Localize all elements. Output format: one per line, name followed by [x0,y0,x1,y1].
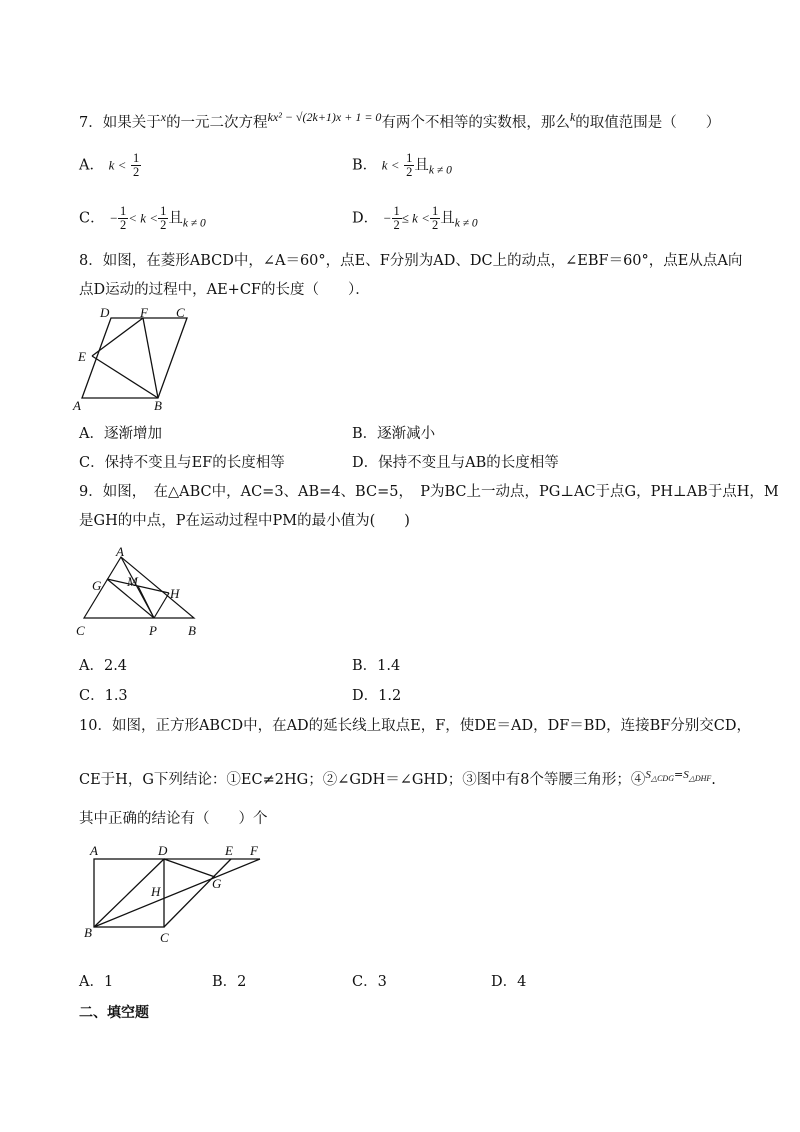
q8-option-a[interactable]: A．逐渐增加 [79,426,162,442]
label-b: B [188,623,196,638]
fraction: $\frac{1}{2}$ [133,151,140,179]
q7-equation: kx² − √(2k+1)x + 1 = 0 [267,110,382,124]
section-heading: 二、填空题 [79,1005,149,1021]
label-h: H [170,586,180,601]
fraction: $\frac{1}{2}$ [160,204,167,232]
q10-stem-line2: CE于H，G下列结论：①EC≠2HG；②∠GDH＝∠GHD；③图中有8个等腰三角形；④$^{S_{\triangle CDG}=S_{\triangle DHF}}$. [79,768,716,788]
label-d: D [158,843,168,858]
q10-option-a[interactable]: A．1 [79,974,114,990]
label-c: C [160,930,169,945]
label-f: F [140,305,148,320]
q10-option-b[interactable]: B．2 [212,974,247,990]
q8-stem-line1: 8．如图，在菱形ABCD中，∠A＝60°，点E、F分别为AD、DC上的动点，∠EBF＝60°，点E从点A向 [79,253,743,269]
label-e: E [78,349,86,364]
q7-stem: 7．如果关于$^x$的一元二次方程$^{kx^2 - √(2k+1)x + 1 = 0}$有两个不相等的实数根，那么$^k$的取值范围是（ ） [79,110,721,131]
label-g: G [92,578,102,593]
q9-stem-line2: 是GH的中点，P在运动过程中PM的最小值为( ) [79,513,410,529]
q8-rhombus-figure [70,303,220,413]
q8-stem-line2: 点D运动的过程中，AE+CF的长度（ ）． [79,282,370,298]
q10-option-d[interactable]: D．4 [491,974,527,990]
q10-option-c[interactable]: C．3 [352,974,387,990]
q10-formula: S△CDG=S△DHF [645,768,712,784]
label-m: M [127,574,138,589]
fraction: $\frac{1}{2}$ [406,151,413,179]
label-c: C [176,305,185,320]
q9-option-c[interactable]: C．1.3 [79,688,128,704]
label-b: B [84,925,92,940]
q8-option-d[interactable]: D．保持不变且与AB的长度相等 [352,455,559,471]
label-g: G [212,876,222,891]
label-e: E [225,843,233,858]
label-p: P [149,623,157,638]
q7-option-b[interactable]: B． k < $\frac{1}{2}$ 且$_{k \ne 0}$ [352,151,452,179]
fraction: $\frac{1}{2}$ [120,204,127,232]
fraction: $\frac{1}{2}$ [393,204,400,232]
q9-option-a[interactable]: A．2.4 [79,658,128,674]
q9-option-d[interactable]: D．1.2 [352,688,402,704]
label-a: A [90,843,98,858]
q9-stem-line1: 9．如图， 在△ABC中，AC=3、AB=4、BC=5， P为BC上一动点，PG⊥AC于点G，PH⊥AB于点H，M [79,484,779,500]
label-d: D [100,305,110,320]
label-a: A [73,398,81,413]
label-b: B [154,398,162,413]
label-h: H [151,884,161,899]
label-a: A [116,545,124,559]
q10-stem-line3: 其中正确的结论有（ ）个 [79,811,268,827]
q10-square-figure [82,840,272,950]
label-f: F [250,843,258,858]
fraction: $\frac{1}{2}$ [431,204,439,232]
q10-stem-line1: 10．如图，正方形ABCD中，在AD的延长线上取点E，F，使DE＝AD，DF＝BD，连接BF分别交CD， [79,718,752,734]
q9-option-b[interactable]: B．1.4 [352,658,401,674]
q7-var-x: x [160,110,167,124]
q7-var-k: k [569,110,576,124]
q8-option-b[interactable]: B．逐渐减小 [352,426,436,442]
label-c: C [76,623,85,638]
q7-option-a[interactable]: A． k < $\frac{1}{2}$ [79,151,140,179]
q7-option-d[interactable]: D． − $\frac{1}{2}$ ≤ k < $\frac{1}{2}$ 且$_{k \ne 0}$ [352,204,478,232]
q7-option-c[interactable]: C． − $\frac{1}{2}$ < k < $\frac{1}{2}$ 且$_{k \ne 0}$ [79,204,206,232]
q8-option-c[interactable]: C．保持不变且与EF的长度相等 [79,455,285,471]
q9-triangle-figure [70,545,210,640]
